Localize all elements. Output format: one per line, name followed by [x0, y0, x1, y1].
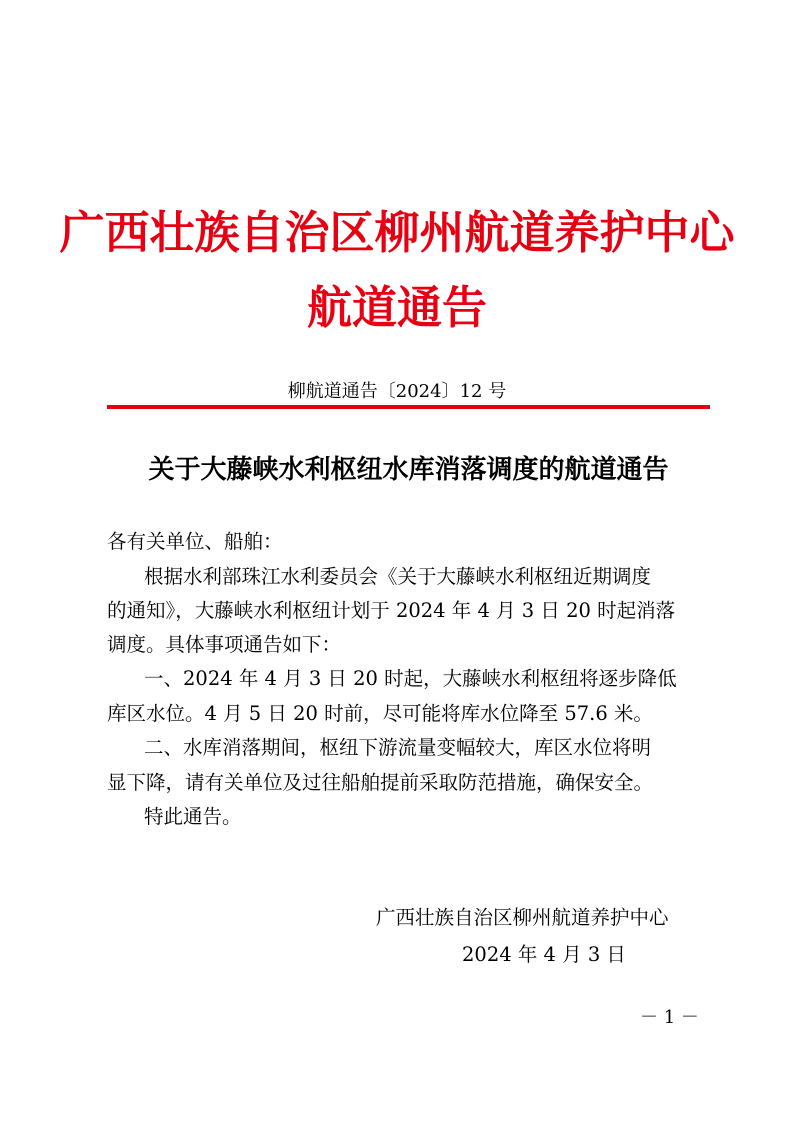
red-divider-line — [107, 405, 710, 409]
paragraph-line: 一、2024 年 4 月 3 日 20 时起，大藤峡水利枢纽将逐步降低 — [144, 667, 677, 690]
paragraph-line: 根据水利部珠江水利委员会《关于大藤峡水利枢纽近期调度 — [144, 565, 652, 588]
paragraph-line: 二、水库消落期间，枢纽下游流量变幅较大，库区水位将明 — [144, 736, 652, 759]
document-number: 柳航道通告〔2024〕12 号 — [287, 381, 507, 402]
paragraph-line: 的通知》，大藤峡水利枢纽计划于 2024 年 4 月 3 日 20 时起消落 — [107, 599, 676, 622]
paragraph-line: 调度。具体事项通告如下： — [107, 633, 342, 656]
paragraph-line: 库区水位。4 月 5 日 20 时前，尽可能将库水位降至 57.6 米。 — [107, 702, 653, 725]
page-number: － 1 － — [640, 1007, 699, 1028]
signature-org: 广西壮族自治区柳州航道养护中心 — [376, 906, 669, 929]
notice-title: 关于大藤峡水利枢纽水库消落调度的航道通告 — [148, 455, 669, 485]
closing-line: 特此通告。 — [144, 805, 242, 828]
header-doc-type: 航道通告 — [306, 281, 487, 334]
signature-date: 2024 年 4 月 3 日 — [462, 943, 626, 966]
header-org-title: 广西壮族自治区柳州航道养护中心 — [59, 206, 735, 259]
paragraph-line: 显下降，请有关单位及过往船舶提前采取防范措施，确保安全。 — [107, 771, 654, 794]
salutation: 各有关单位、船舶： — [107, 530, 283, 553]
